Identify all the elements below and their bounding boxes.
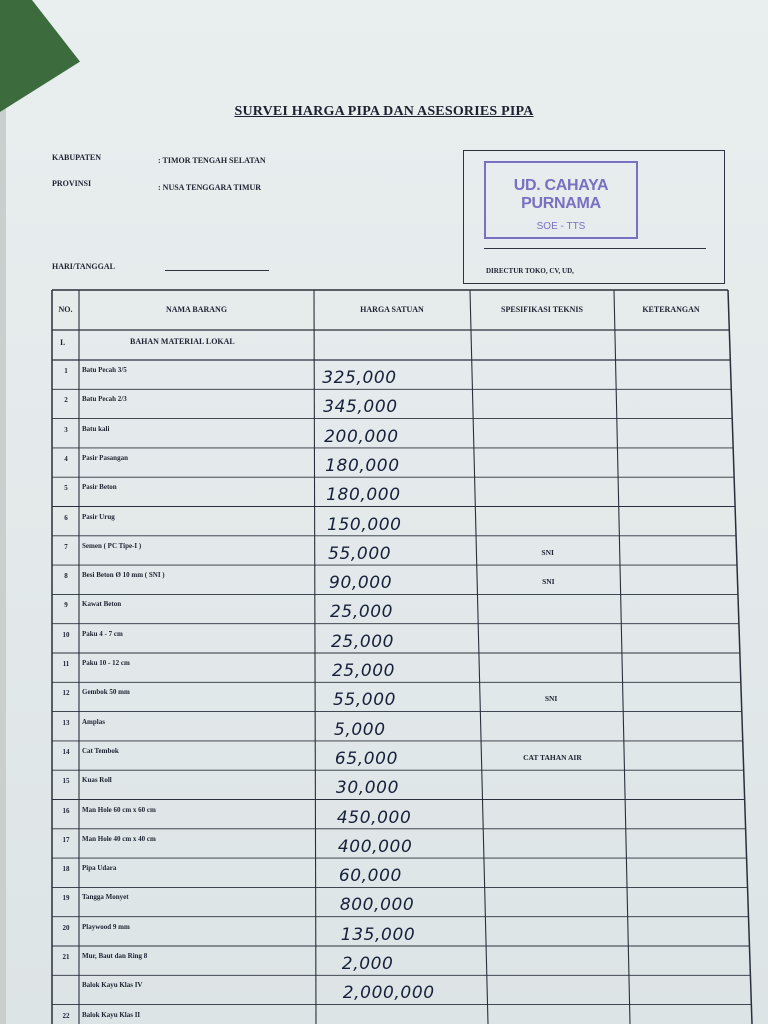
row-number: 21 xyxy=(62,953,70,961)
row-number: 2 xyxy=(64,396,68,405)
row-price-handwritten: 25,000 xyxy=(330,602,394,623)
row-price-handwritten: 150,000 xyxy=(327,514,402,535)
row-number: 13 xyxy=(62,718,70,727)
row-number: 19 xyxy=(62,894,70,903)
date-blank-line xyxy=(165,270,269,271)
row-item-name: Man Hole 60 cm x 60 cm xyxy=(82,805,156,814)
director-label: DIRECTUR TOKO, CV, UD, xyxy=(486,267,574,275)
row-number: 15 xyxy=(62,777,70,786)
stamp-box xyxy=(463,150,725,284)
row-price-handwritten: 55,000 xyxy=(332,690,397,711)
row-number: 8 xyxy=(64,572,68,581)
row-price-handwritten: 180,000 xyxy=(326,485,401,506)
row-item-name: Semen ( PC Tipe-I ) xyxy=(82,541,142,550)
row-price-handwritten: 345,000 xyxy=(323,397,398,418)
row-spec: SNI xyxy=(542,577,555,587)
row-number: 22 xyxy=(62,1011,70,1020)
row-item-name: Mur, Baut dan Ring 8 xyxy=(82,952,148,960)
row-price-handwritten: 2,000,000 xyxy=(342,983,435,1004)
row-item-name: Paku 10 - 12 cm xyxy=(82,659,130,667)
row-price-handwritten: 25,000 xyxy=(331,661,396,681)
row-item-name: Man Hole 40 cm x 40 cm xyxy=(82,834,156,843)
row-number: 6 xyxy=(64,513,68,522)
kabupaten-label: KABUPATEN xyxy=(52,153,102,162)
row-number: 7 xyxy=(64,542,68,551)
row-item-name: Besi Beton Ø 10 mm ( SNI ) xyxy=(82,571,165,580)
row-number: 4 xyxy=(64,454,68,463)
header-spesifikasi: SPESIFIKASI TEKNIS xyxy=(501,305,583,314)
row-price-handwritten: 200,000 xyxy=(324,426,399,447)
row-price-handwritten: 180,000 xyxy=(325,455,400,476)
header-harga-satuan: HARGA SATUAN xyxy=(360,305,424,314)
header-keterangan: KETERANGAN xyxy=(642,305,700,314)
provinsi-label: PROVINSI xyxy=(52,179,92,188)
row-price-handwritten: 5,000 xyxy=(333,719,386,740)
row-price-handwritten: 65,000 xyxy=(334,748,399,769)
row-item-name: Amplas xyxy=(82,717,105,726)
row-item-name: Pasir Beton xyxy=(82,483,117,492)
header-nama-barang: NAMA BARANG xyxy=(165,305,228,314)
row-number: 11 xyxy=(62,660,70,668)
row-spec: SNI xyxy=(544,694,558,704)
date-label: HARI/TANGGAL xyxy=(52,262,115,271)
row-item-name: Batu kali xyxy=(82,424,110,433)
stamp-location: SOE - TTS xyxy=(536,221,586,232)
row-item-name: Kawat Beton xyxy=(82,600,122,609)
row-item-name: Balok Kayu Klas IV xyxy=(82,981,143,990)
row-item-name: Batu Pecah 2/3 xyxy=(82,395,127,404)
section-label: BAHAN MATERIAL LOKAL xyxy=(130,337,235,346)
section-number: I. xyxy=(60,338,66,347)
row-price-handwritten: 30,000 xyxy=(335,778,399,799)
row-spec: SNI xyxy=(541,547,554,557)
row-price-handwritten: 325,000 xyxy=(322,368,397,388)
row-item-name: Paku 4 - 7 cm xyxy=(82,629,123,638)
stamp-company-name: UD. CAHAYA PURNAMA xyxy=(513,177,609,212)
row-item-name: Pipa Udara xyxy=(82,864,117,873)
row-number: 17 xyxy=(62,835,70,844)
provinsi-value: : NUSA TENGGARA TIMUR xyxy=(158,183,262,192)
row-item-name: Tangga Monyet xyxy=(82,893,129,902)
row-item-name: Playwood 9 mm xyxy=(82,922,130,931)
row-number: 3 xyxy=(64,425,68,434)
row-item-name: Cat Tembok xyxy=(82,746,119,755)
row-price-handwritten: 450,000 xyxy=(336,807,412,828)
row-price-handwritten: 25,000 xyxy=(331,631,395,652)
row-item-name: Pasir Urug xyxy=(82,512,115,521)
row-number: 10 xyxy=(62,630,70,639)
row-spec: CAT TAHAN AIR xyxy=(523,752,582,762)
row-price-handwritten: 135,000 xyxy=(340,924,416,945)
row-item-name: Batu Pecah 3/5 xyxy=(82,366,127,374)
row-number: 5 xyxy=(64,484,68,493)
row-price-handwritten: 400,000 xyxy=(337,836,413,857)
row-number: 9 xyxy=(64,601,68,610)
document-title: SURVEI HARGA PIPA DAN ASESORIES PIPA xyxy=(234,104,534,119)
signature-line xyxy=(484,248,706,249)
row-number: 14 xyxy=(62,747,70,756)
row-item-name: Balok Kayu Klas II xyxy=(82,1010,141,1019)
row-number: 18 xyxy=(62,865,70,874)
row-price-handwritten: 90,000 xyxy=(329,573,393,594)
company-stamp xyxy=(484,161,638,239)
row-number: 20 xyxy=(62,923,70,932)
header-no: NO. xyxy=(58,305,73,314)
kabupaten-value: : TIMOR TENGAH SELATAN xyxy=(158,156,266,165)
row-item-name: Gembok 50 mm xyxy=(82,688,130,697)
row-price-handwritten: 55,000 xyxy=(328,543,392,564)
row-price-handwritten: 60,000 xyxy=(338,866,402,887)
row-number: 16 xyxy=(62,806,70,815)
row-price-handwritten: 800,000 xyxy=(339,895,415,916)
row-item-name: Pasir Pasangan xyxy=(82,453,128,462)
row-item-name: Kuas Roll xyxy=(82,776,112,785)
row-number: 12 xyxy=(62,689,70,698)
row-number: 1 xyxy=(64,367,68,375)
row-price-handwritten: 2,000 xyxy=(341,954,394,974)
